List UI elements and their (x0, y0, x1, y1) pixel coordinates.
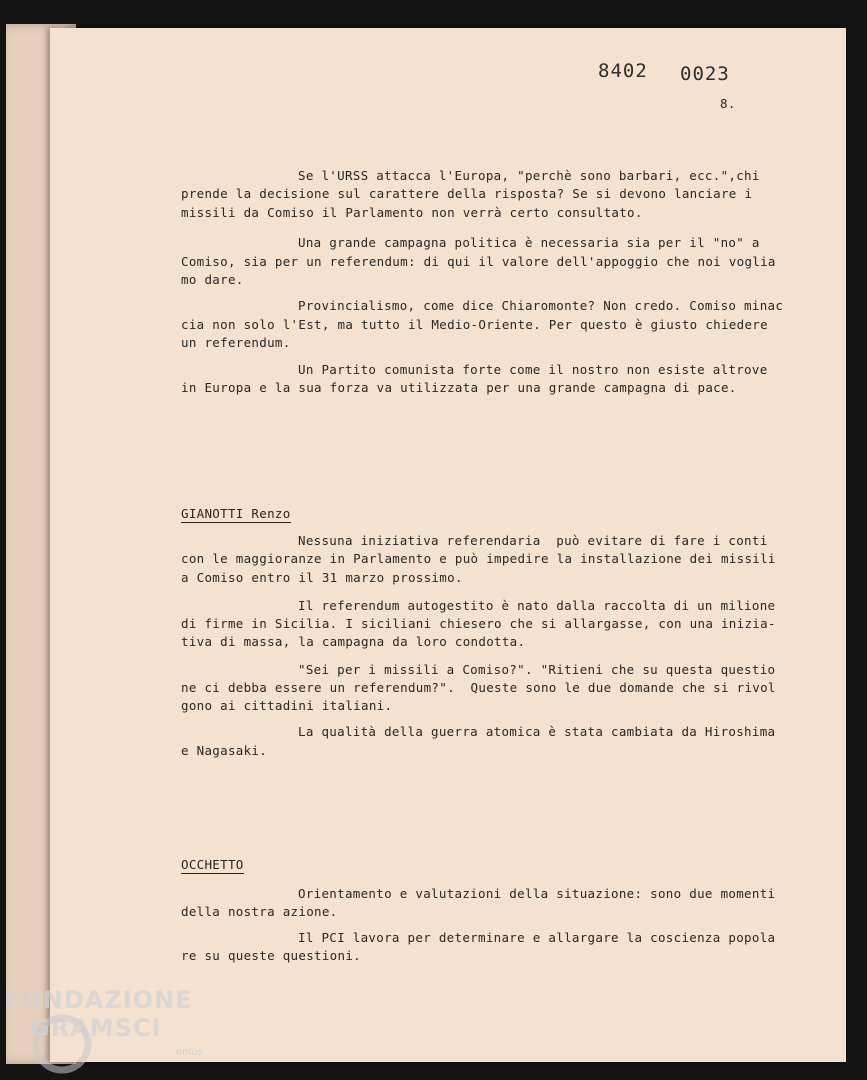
page-number: 8. (720, 96, 736, 111)
archive-number-b: 0023 (680, 63, 730, 85)
watermark-text-onlus: onlus (176, 1047, 203, 1058)
text-line: gono ai cittadini italiani. (181, 698, 393, 713)
watermark-text-fondazione: FONDAZIONE (4, 986, 193, 1014)
text-line: La qualità della guerra atomica è stata cambiata da Hiroshima (298, 724, 776, 739)
watermark-text-gramsci: GRAMSCI (30, 1014, 162, 1042)
text-line: missili da Comiso il Parlamento non verrà certo consultato. (181, 205, 643, 220)
text-line: ne ci debba essere un referendum?". Queste sono le due domande che si rivol (181, 680, 776, 695)
text-line: mo dare. (181, 272, 244, 287)
text-line: di firme in Sicilia. I siciliani chiesero che si allargasse, con una inizia- (181, 616, 776, 631)
text-line: "Sei per i missili a Comiso?". "Ritieni che su questa questio (298, 662, 776, 677)
text-line: a Comiso entro il 31 marzo prossimo. (181, 570, 463, 585)
text-line: Il referendum autogestito è nato dalla raccolta di un milione (298, 598, 776, 613)
speaker-heading-occhetto: OCCHETTO (181, 857, 244, 872)
text-line: e Nagasaki. (181, 743, 268, 758)
text-line: Comiso, sia per un referendum: di qui il valore dell'appoggio che noi voglia (181, 254, 776, 269)
archive-number-a: 8402 (598, 60, 648, 82)
text-line: Provincialismo, come dice Chiaromonte? Non credo. Comiso minac (298, 298, 784, 313)
text-line: Nessuna iniziativa referendaria può evitare di fare i conti (298, 533, 768, 548)
text-line: della nostra azione. (181, 904, 338, 919)
text-line: prende la decisione sul carattere della risposta? Se si devono lanciare i (181, 186, 753, 201)
text-line: un referendum. (181, 335, 291, 350)
text-line: tiva di massa, la campagna da loro condotta. (181, 634, 526, 649)
text-line: con le maggioranze in Parlamento e può impedire la installazione dei missili (181, 551, 776, 566)
text-line: Orientamento e valutazioni della situazione: sono due momenti (298, 886, 776, 901)
text-line: in Europa e la sua forza va utilizzata per una grande campagna di pace. (181, 380, 737, 395)
text-line: Il PCI lavora per determinare e allargare la coscienza popola (298, 930, 776, 945)
text-line: Se l'URSS attacca l'Europa, "perchè sono barbari, ecc.",chi (298, 168, 760, 183)
text-line: Una grande campagna politica è necessaria sia per il "no" a (298, 235, 760, 250)
text-line: re su queste questioni. (181, 948, 361, 963)
text-line: cia non solo l'Est, ma tutto il Medio-Oriente. Per questo è giusto chiedere (181, 317, 768, 332)
speaker-heading-gianotti: GIANOTTI Renzo (181, 506, 291, 521)
text-line: Un Partito comunista forte come il nostro non esiste altrove (298, 362, 768, 377)
